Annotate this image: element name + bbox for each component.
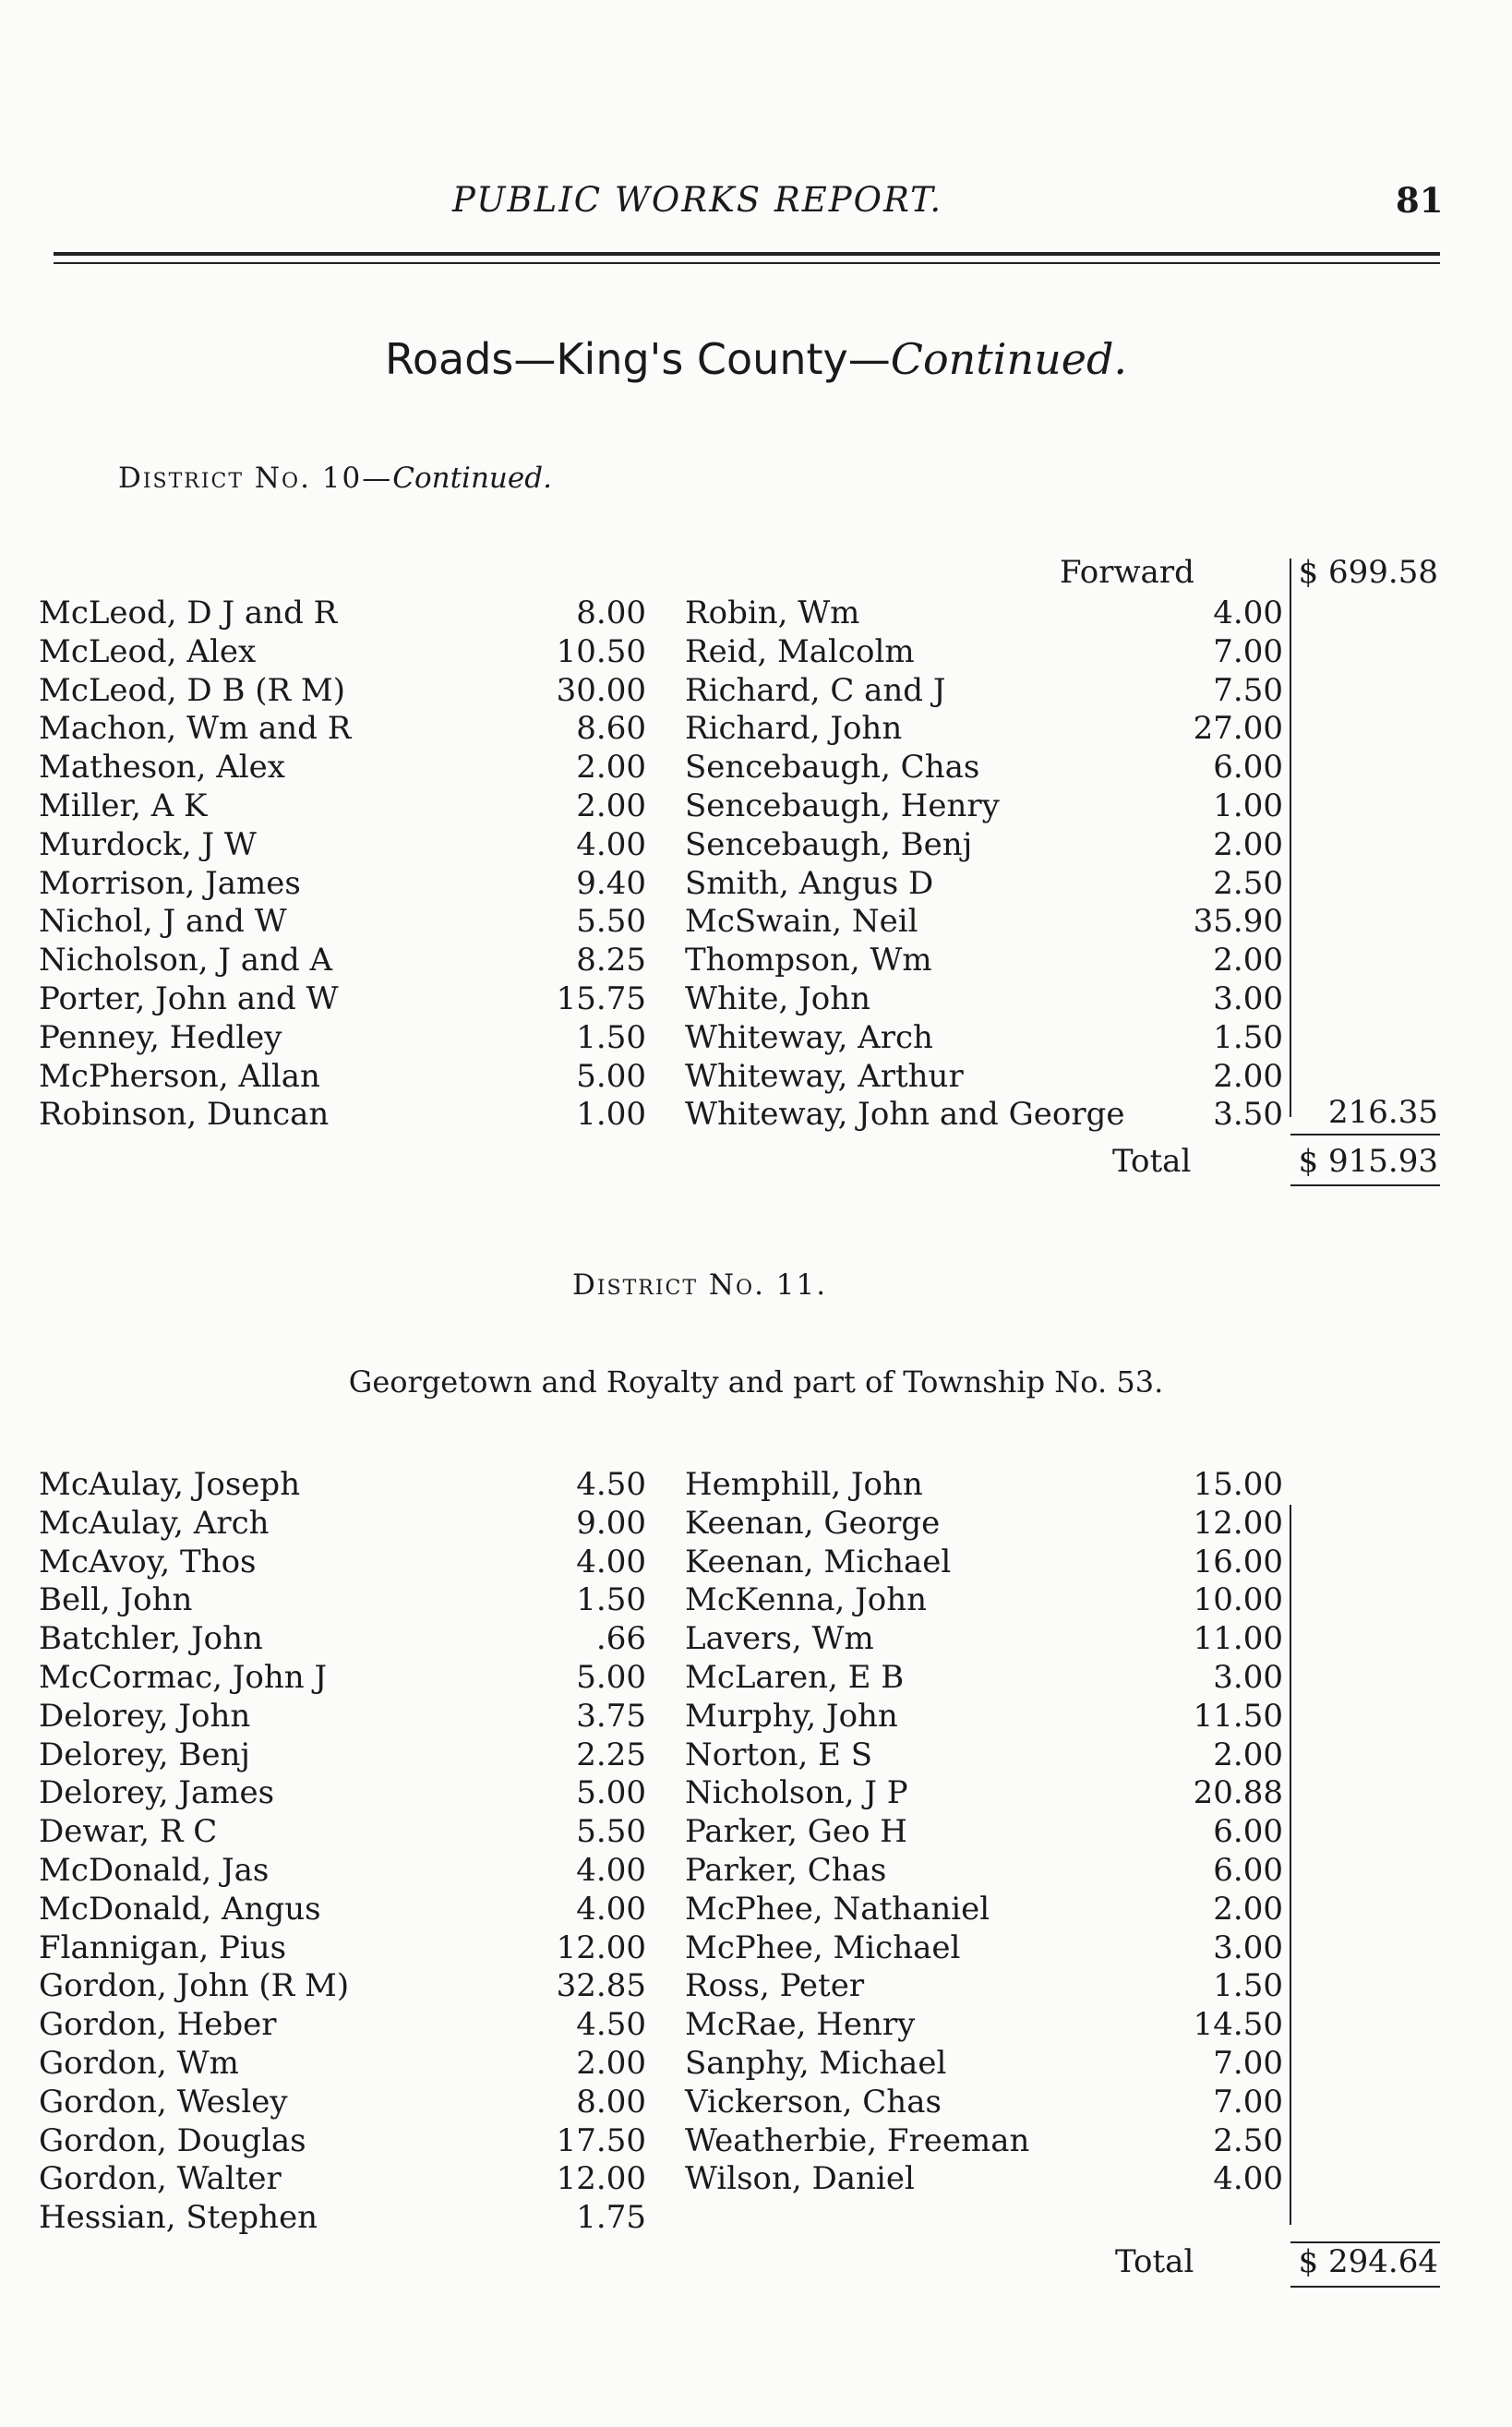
running-title: PUBLIC WORKS REPORT. — [452, 180, 943, 220]
page-title — [0, 334, 1512, 384]
page-title-main: Roads—King's County— — [384, 334, 891, 384]
entry-name: McKenna, John — [685, 1581, 928, 1619]
district-10-heading — [118, 462, 552, 495]
entry-name: McPherson, Allan — [39, 1057, 320, 1095]
entry-name: Parker, Geo H — [685, 1813, 907, 1851]
entry-name: McLeod, D J and R — [39, 595, 338, 631]
entry-amount: 27.00 — [1193, 710, 1283, 748]
entry-amount: 12.00 — [1193, 1504, 1283, 1542]
entry-name: Wilson, Daniel — [685, 2160, 915, 2198]
table-row — [0, 2083, 1512, 2121]
entry-amount: .66 — [595, 1620, 646, 1658]
entry-amount: 3.00 — [1213, 1659, 1283, 1696]
table-row — [0, 2005, 1512, 2044]
entry-name: Gordon, Douglas — [39, 2121, 306, 2159]
entry-name: McAulay, Joseph — [39, 1466, 301, 1503]
entry-name: Batchler, John — [39, 1620, 263, 1658]
entry-name: McAulay, Arch — [39, 1504, 270, 1542]
entry-name: Sencebaugh, Benj — [685, 825, 973, 863]
table-row — [0, 825, 1512, 864]
entry-name: Vickerson, Chas — [685, 2083, 942, 2121]
entry-amount: 7.00 — [1213, 2083, 1283, 2121]
table-row — [0, 1658, 1512, 1697]
entry-name: Hessian, Stephen — [39, 2199, 318, 2237]
table-row — [0, 2159, 1512, 2198]
entry-name: McLaren, E B — [685, 1659, 905, 1696]
table-row — [0, 748, 1512, 787]
table-row — [0, 1543, 1512, 1581]
entry-name: Gordon, Walter — [39, 2160, 282, 2198]
entry-amount: 17.50 — [556, 2121, 646, 2159]
table-row — [0, 1504, 1512, 1543]
entry-name: McSwain, Neil — [685, 903, 918, 941]
entry-amount: 30.00 — [556, 671, 646, 709]
entry-amount: 2.00 — [1213, 942, 1283, 979]
entry-name: Bell, John — [39, 1581, 193, 1619]
entry-name: Murdock, J W — [39, 825, 257, 863]
entry-name: Richard, John — [685, 710, 903, 748]
entry-name: Weatherbie, Freeman — [685, 2121, 1030, 2159]
entry-name: Gordon, Wm — [39, 2045, 239, 2082]
entry-amount: 2.00 — [1213, 1736, 1283, 1773]
entry-amount: 2.25 — [576, 1736, 646, 1773]
table-row — [0, 1890, 1512, 1928]
table-row — [0, 1966, 1512, 2005]
entry-name: Murphy, John — [685, 1697, 898, 1735]
table-row — [0, 941, 1512, 979]
entry-name: Whiteway, John and George — [685, 1096, 1125, 1134]
table-row — [0, 787, 1512, 825]
entry-amount: 1.50 — [1213, 1967, 1283, 2005]
entry-amount: 2.00 — [576, 2045, 646, 2082]
entry-name: Miller, A K — [39, 787, 208, 824]
entry-name: McLeod, D B (R M) — [39, 671, 346, 709]
district-10-total-amount: $ 915.93 — [1298, 1143, 1438, 1180]
entry-name: Keenan, Michael — [685, 1543, 952, 1580]
entry-amount: 35.90 — [1193, 903, 1283, 941]
entry-amount: 5.50 — [576, 1813, 646, 1851]
table-row — [0, 1580, 1512, 1619]
entry-name: Gordon, Wesley — [39, 2083, 288, 2121]
entry-amount: 1.50 — [1213, 1018, 1283, 1056]
entry-amount: 12.00 — [556, 2160, 646, 2198]
entry-name: White, John — [685, 980, 871, 1017]
entry-amount: 10.00 — [1193, 1581, 1283, 1619]
district-11-total-label: Total — [1115, 2243, 1194, 2280]
entry-name: Robin, Wm — [685, 595, 860, 631]
entry-name: McDonald, Jas — [39, 1852, 270, 1889]
page-number: 81 — [1396, 180, 1444, 221]
table-row — [0, 1619, 1512, 1658]
entry-amount: 6.00 — [1213, 749, 1283, 787]
entry-name: Morrison, James — [39, 864, 301, 902]
table-row — [0, 979, 1512, 1018]
forward-label: Forward — [1060, 554, 1194, 591]
table-row — [0, 2044, 1512, 2083]
district-10-heading-text: District No. 10— — [118, 462, 393, 495]
entry-amount: 10.50 — [556, 632, 646, 670]
entry-amount: 2.00 — [1213, 1890, 1283, 1928]
subtotal-rule — [1290, 1134, 1440, 1135]
entry-amount: 9.40 — [576, 864, 646, 902]
table-row — [0, 1465, 1512, 1504]
district-11-total-amount: $ 294.64 — [1298, 2243, 1438, 2280]
entry-name: Machon, Wm and R — [39, 710, 352, 748]
entry-amount: 5.00 — [576, 1774, 646, 1812]
entry-amount: 1.75 — [576, 2199, 646, 2237]
table-row — [0, 1928, 1512, 1967]
entry-amount: 2.00 — [576, 749, 646, 787]
entry-amount: 3.75 — [576, 1697, 646, 1735]
table-row — [0, 1095, 1512, 1134]
entry-name: Norton, E S — [685, 1736, 873, 1773]
entry-amount: 1.00 — [576, 1096, 646, 1134]
entry-amount: 12.00 — [556, 1928, 646, 1966]
entry-name: Gordon, Heber — [39, 2006, 277, 2044]
entry-name: Delorey, John — [39, 1697, 251, 1735]
entry-amount: 8.25 — [576, 942, 646, 979]
header-rule-thick — [54, 252, 1440, 256]
entry-amount: 15.75 — [556, 980, 646, 1017]
entry-amount: 11.50 — [1193, 1697, 1283, 1735]
table-row — [0, 1851, 1512, 1890]
entry-name: McLeod, Alex — [39, 632, 257, 670]
entry-amount: 1.00 — [1213, 787, 1283, 824]
entry-name: Smith, Angus D — [685, 864, 934, 902]
entry-amount: 7.00 — [1213, 632, 1283, 670]
entry-amount: 5.00 — [576, 1057, 646, 1095]
entry-name: McPhee, Nathaniel — [685, 1890, 990, 1928]
entry-amount: 20.88 — [1193, 1774, 1283, 1812]
entry-name: Whiteway, Arthur — [685, 1057, 964, 1095]
entry-amount: 4.00 — [576, 1543, 646, 1580]
entry-amount: 14.50 — [1193, 2006, 1283, 2044]
district-11-column-rule — [1290, 1505, 1291, 2225]
entry-name: Penney, Hedley — [39, 1018, 282, 1056]
entry-amount: 11.00 — [1193, 1620, 1283, 1658]
page-title-italic: Continued. — [890, 334, 1128, 384]
entry-amount: 4.00 — [576, 1890, 646, 1928]
entry-name: Parker, Chas — [685, 1852, 887, 1889]
entry-name: McCormac, John J — [39, 1659, 328, 1696]
entry-name: Robinson, Duncan — [39, 1096, 330, 1134]
entry-name: Sanphy, Michael — [685, 2045, 947, 2082]
entry-name: Nicholson, J and A — [39, 942, 333, 979]
entry-amount: 7.50 — [1213, 671, 1283, 709]
entry-name: Keenan, George — [685, 1504, 941, 1542]
entry-amount: 6.00 — [1213, 1852, 1283, 1889]
district-10-column-rule — [1290, 559, 1291, 1117]
entry-amount: 8.60 — [576, 710, 646, 748]
entry-amount: 4.50 — [576, 1466, 646, 1503]
table-row — [0, 1057, 1512, 1096]
entry-name: Delorey, James — [39, 1774, 275, 1812]
table-row — [0, 902, 1512, 941]
header-rule-thin — [54, 262, 1440, 264]
entry-amount: 4.00 — [576, 1852, 646, 1889]
table-row — [0, 1773, 1512, 1812]
entry-amount: 16.00 — [1193, 1543, 1283, 1580]
entry-name: Sencebaugh, Chas — [685, 749, 980, 787]
entry-amount: 1.50 — [576, 1581, 646, 1619]
entry-name: Ross, Peter — [685, 1967, 865, 2005]
entry-name: McDonald, Angus — [39, 1890, 321, 1928]
table-row — [0, 1736, 1512, 1774]
table-row — [0, 671, 1512, 710]
entry-amount: 15.00 — [1193, 1466, 1283, 1503]
entry-amount: 3.00 — [1213, 1928, 1283, 1966]
table-row — [0, 594, 1512, 632]
district-11-heading: District No. 11. — [572, 1268, 828, 1302]
entry-amount: 1.50 — [576, 1018, 646, 1056]
district-11-total-rule-bottom — [1290, 2286, 1440, 2288]
entry-name: McAvoy, Thos — [39, 1543, 257, 1580]
entry-amount: 4.00 — [1213, 2160, 1283, 2198]
table-row — [0, 2198, 1512, 2237]
entry-amount: 8.00 — [576, 2083, 646, 2121]
district-10-heading-italic: Continued. — [392, 462, 552, 495]
district-10-total-label: Total — [1112, 1143, 1192, 1180]
entry-amount: 6.00 — [1213, 1813, 1283, 1851]
entry-name: Thompson, Wm — [685, 942, 932, 979]
district-11-subtitle: Georgetown and Royalty and part of Township No. 53. — [348, 1364, 1164, 1400]
entry-name: Reid, Malcolm — [685, 632, 915, 670]
entry-name: Delorey, Benj — [39, 1736, 250, 1773]
entry-name: Nicholson, J P — [685, 1774, 908, 1812]
entry-amount: 3.00 — [1213, 980, 1283, 1017]
entry-name: Porter, John and W — [39, 980, 339, 1017]
entry-amount: 2.00 — [1213, 1057, 1283, 1095]
entry-amount: 9.00 — [576, 1504, 646, 1542]
entry-amount: 8.00 — [576, 595, 646, 631]
table-row — [0, 2121, 1512, 2160]
table-row — [0, 1697, 1512, 1736]
entry-amount: 5.50 — [576, 903, 646, 941]
district-10-subtotal: 216.35 — [1328, 1094, 1438, 1131]
entry-name: Whiteway, Arch — [685, 1018, 933, 1056]
entry-amount: 4.00 — [576, 825, 646, 863]
entry-amount: 2.50 — [1213, 864, 1283, 902]
entry-amount: 2.50 — [1213, 2121, 1283, 2159]
table-row — [0, 709, 1512, 748]
entry-amount: 2.00 — [1213, 825, 1283, 863]
table-row — [0, 864, 1512, 903]
entry-name: Dewar, R C — [39, 1813, 218, 1851]
entry-amount: 4.00 — [1213, 595, 1283, 631]
forward-amount: $ 699.58 — [1298, 554, 1438, 591]
entry-name: Nichol, J and W — [39, 903, 287, 941]
entry-amount: 7.00 — [1213, 2045, 1283, 2082]
entry-name: Gordon, John (R M) — [39, 1967, 350, 2005]
entry-amount: 5.00 — [576, 1659, 646, 1696]
table-row — [0, 1812, 1512, 1851]
entry-name: McPhee, Michael — [685, 1928, 961, 1966]
table-row — [0, 632, 1512, 671]
entry-name: Lavers, Wm — [685, 1620, 874, 1658]
entry-amount: 4.50 — [576, 2006, 646, 2044]
entry-name: Sencebaugh, Henry — [685, 787, 1000, 824]
entry-name: Flannigan, Pius — [39, 1928, 287, 1966]
entry-name: McRae, Henry — [685, 2006, 916, 2044]
table-row — [0, 1018, 1512, 1057]
entry-amount: 3.50 — [1213, 1096, 1283, 1134]
entry-amount: 2.00 — [576, 787, 646, 824]
entry-name: Richard, C and J — [685, 671, 946, 709]
entry-amount: 32.85 — [556, 1967, 646, 2005]
total-rule — [1290, 1184, 1440, 1186]
entry-name: Hemphill, John — [685, 1466, 923, 1503]
entry-name: Matheson, Alex — [39, 749, 285, 787]
